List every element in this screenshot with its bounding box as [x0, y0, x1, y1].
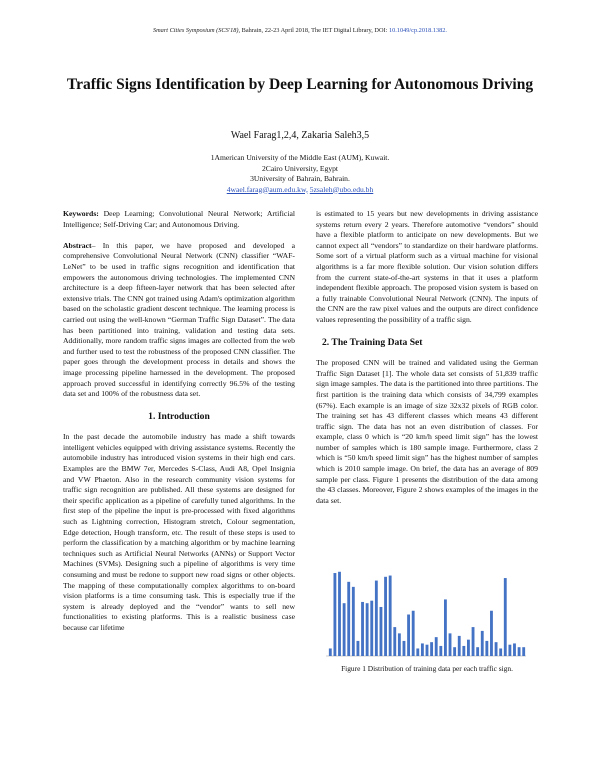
bar-class-1	[333, 573, 336, 656]
bar-class-13	[389, 576, 392, 656]
bar-class-14	[393, 627, 396, 656]
bar-class-39	[508, 645, 511, 656]
email-link-1[interactable]: 4wael.farag@aum.edu.kw,	[226, 184, 308, 194]
keywords-label: Keywords:	[63, 209, 99, 218]
bar-class-5	[352, 587, 355, 656]
intro-continuation: is estimated to 15 years but new developments in driving assistance systems return every 2 years. Therefore automotive “vendors” should have a flexible platform to anticipate on new developments. But we cannot expect all “vendors” to standardize on their hardware platforms. Some sort of a virtual platform such as a virtual machine for visional algorithms is a far more flexible solution. Our vision solution differs from the current state-of-the-art systems in that it uses a platform independent flexible approach. The proposed vision system is based on a fully trainable Convolutional Neural Network (CNN). The inputs of the CNN are the raw pixel values and the outputs are direct confidence values representing the possibility of a traffic sign.	[316, 209, 538, 324]
bar-class-16	[403, 641, 406, 656]
bar-class-30	[467, 640, 470, 656]
figure-1	[316, 562, 538, 673]
author-list: Wael Farag1,2,4, Zakaria Saleh3,5	[230, 130, 370, 141]
bar-class-15	[398, 633, 401, 656]
bar-class-37	[499, 648, 502, 656]
bar-class-41	[518, 647, 521, 656]
affiliation-1: 1American University of the Middle East (AUM), Kuwait.	[210, 153, 390, 162]
affiliation-2: 2Cairo University, Egypt	[261, 163, 339, 173]
bar-class-28	[458, 636, 461, 656]
abstract-label: Abstract	[63, 240, 92, 250]
bar-class-29	[462, 646, 465, 656]
bar-class-40	[513, 643, 516, 656]
abstract-text: – In this paper, we have proposed and developed a comprehensive Convolutional Neural Network (CNN) classifier “WAF-LeNet” to be used in traffic signs recognition and identification that empowers the autonomous driving technologies. The implemented CNN architecture is a deep fifteen-layer network that has been selected after extensive trials. The CNN got trained using Adam's optimization algorithm based on the scholastic gradient descent technique. The learning process is carried out using the well-known “German Traffic Sign Dataset”. The data has been partitioned into training, validation and testing data sets. Additionally, more random traffic signs images are collected from the web and further used to test the robustness of the proposed CNN classifier. The paper goes through the development process in details and shows the image processing pipeline harnessed in the development. The proposed approach proved successful in identifying correctly 96.5% of the testing data set and 100% of the robustness data set.	[63, 240, 295, 399]
bar-class-7	[361, 602, 364, 656]
bar-class-35	[490, 611, 493, 656]
bar-class-10	[375, 581, 378, 656]
keywords-paragraph	[63, 209, 295, 230]
bar-class-2	[338, 572, 341, 656]
bar-class-12	[384, 577, 387, 656]
affiliation-3: 3University of Bahrain, Bahrain.	[250, 174, 350, 183]
bar-class-11	[380, 607, 383, 656]
bar-class-36	[495, 642, 498, 656]
bar-class-26	[449, 633, 452, 656]
author-emails	[0, 185, 600, 196]
bar-class-31	[472, 627, 475, 656]
bar-class-3	[343, 603, 346, 656]
doi-link[interactable]: 10.1049/cp.2018.1382.	[388, 27, 448, 34]
bar-class-23	[435, 637, 438, 656]
bar-class-38	[504, 578, 507, 656]
keywords-text: Deep Learning; Convolutional Neural Network; Artificial Intelligence; Self-Driving Car; and Autonomous Driving.	[63, 209, 296, 229]
bar-class-25	[444, 599, 447, 656]
bar-class-32	[476, 647, 479, 656]
distribution-bar-chart	[316, 562, 538, 660]
bar-class-6	[357, 641, 360, 656]
affiliations	[0, 153, 600, 195]
bar-class-21	[426, 645, 429, 656]
venue-details: , Bahrain, 22-23 April 2018, The IET Digital Library, DOI:	[238, 27, 388, 34]
bar-class-0	[329, 648, 332, 656]
bar-class-22	[430, 642, 433, 656]
bar-class-20	[421, 643, 424, 656]
bar-class-33	[481, 631, 484, 656]
bar-class-42	[522, 647, 525, 656]
paper-title: Traffic Signs Identification by Deep Learning for Autonomous Driving	[66, 76, 534, 93]
bar-class-9	[370, 601, 373, 656]
running-header	[0, 27, 600, 34]
bar-class-4	[347, 582, 350, 656]
bar-class-19	[416, 648, 419, 656]
email-link-2[interactable]: 5zsaleh@ubo.edu.bh	[309, 184, 374, 194]
section-1-heading: 1. Introduction	[148, 410, 210, 422]
bar-class-24	[439, 646, 442, 656]
section-2-body: The proposed CNN will be trained and validated using the German Traffic Sign Dataset [1]. The whole data set consists of 51,839 traffic sign image samples. The data is the partitioned into three partitions. The first partition is the training data which consists of 34,799 examples (67%). Each example is an image of size 32x32 pixels of RGB color. The training set has 43 different classes which means 43 different traffic sign. The data has not an even distribution of classes. For example, class 0 which is “20 km/h speed limit sign” has the lowest number of samples which is 180 sample image. Furthermore, class 2 which is “50 km/h speed limit sign” has the highest number of samples which is 2010 sample image. On brief, the data has an average of 809 sample per class. Figure 1 presents the distribution of the data among the 43 classes. Moreover, Figure 2 shows examples of the images in the data set.	[316, 358, 538, 505]
left-column	[63, 209, 295, 634]
figure-1-caption: Figure 1 Distribution of training data per each traffic sign.	[341, 664, 513, 673]
bar-class-8	[366, 603, 369, 656]
right-column	[316, 209, 538, 506]
bar-class-34	[485, 641, 488, 656]
section-1-body: In the past decade the automobile industry has made a shift towards intelligent vehicles equipped with driving assistance systems. Recently the automobile industry has introduced vision systems in their high end cars. Examples are the BMW 7er, Mercedes S-Class, Audi A8, Opel Insignia and VW Phaeton. Also in the research community vision systems for traffic sign recognition are published. All these systems are designed for their specific application as a pipeline of carefully tuned algorithms. In the first step of the pipeline the input is pre-processed with fixed algorithms such as Lightning correction, Histogram stretch, Colour segmentation, Edge detection, Hough transform, etc. The result of these steps is used to perform the classification by a matching algorithm or by machine learning techniques such as Artificial Neural Networks (ANNs) or Support Vector Machines (SVMs). Designing such a pipeline of algorithms is very time consuming and must be redone to support new road signs or other objects. The mapping of these computationally complex algorithms to on-board vision platforms is a time consuming task. This is especially true if the system is already deployed and the “vendor” wants to sell new functionalities to existing platforms. This is a realistic business case because car lifetime	[63, 432, 295, 632]
bar-class-27	[453, 647, 456, 656]
section-2-heading: 2. The Training Data Set	[322, 336, 423, 348]
bar-class-17	[407, 615, 410, 656]
venue-name: Smart Cities Symposium (SCS'18)	[152, 27, 239, 34]
abstract-paragraph	[63, 241, 295, 400]
bar-class-18	[412, 611, 415, 656]
